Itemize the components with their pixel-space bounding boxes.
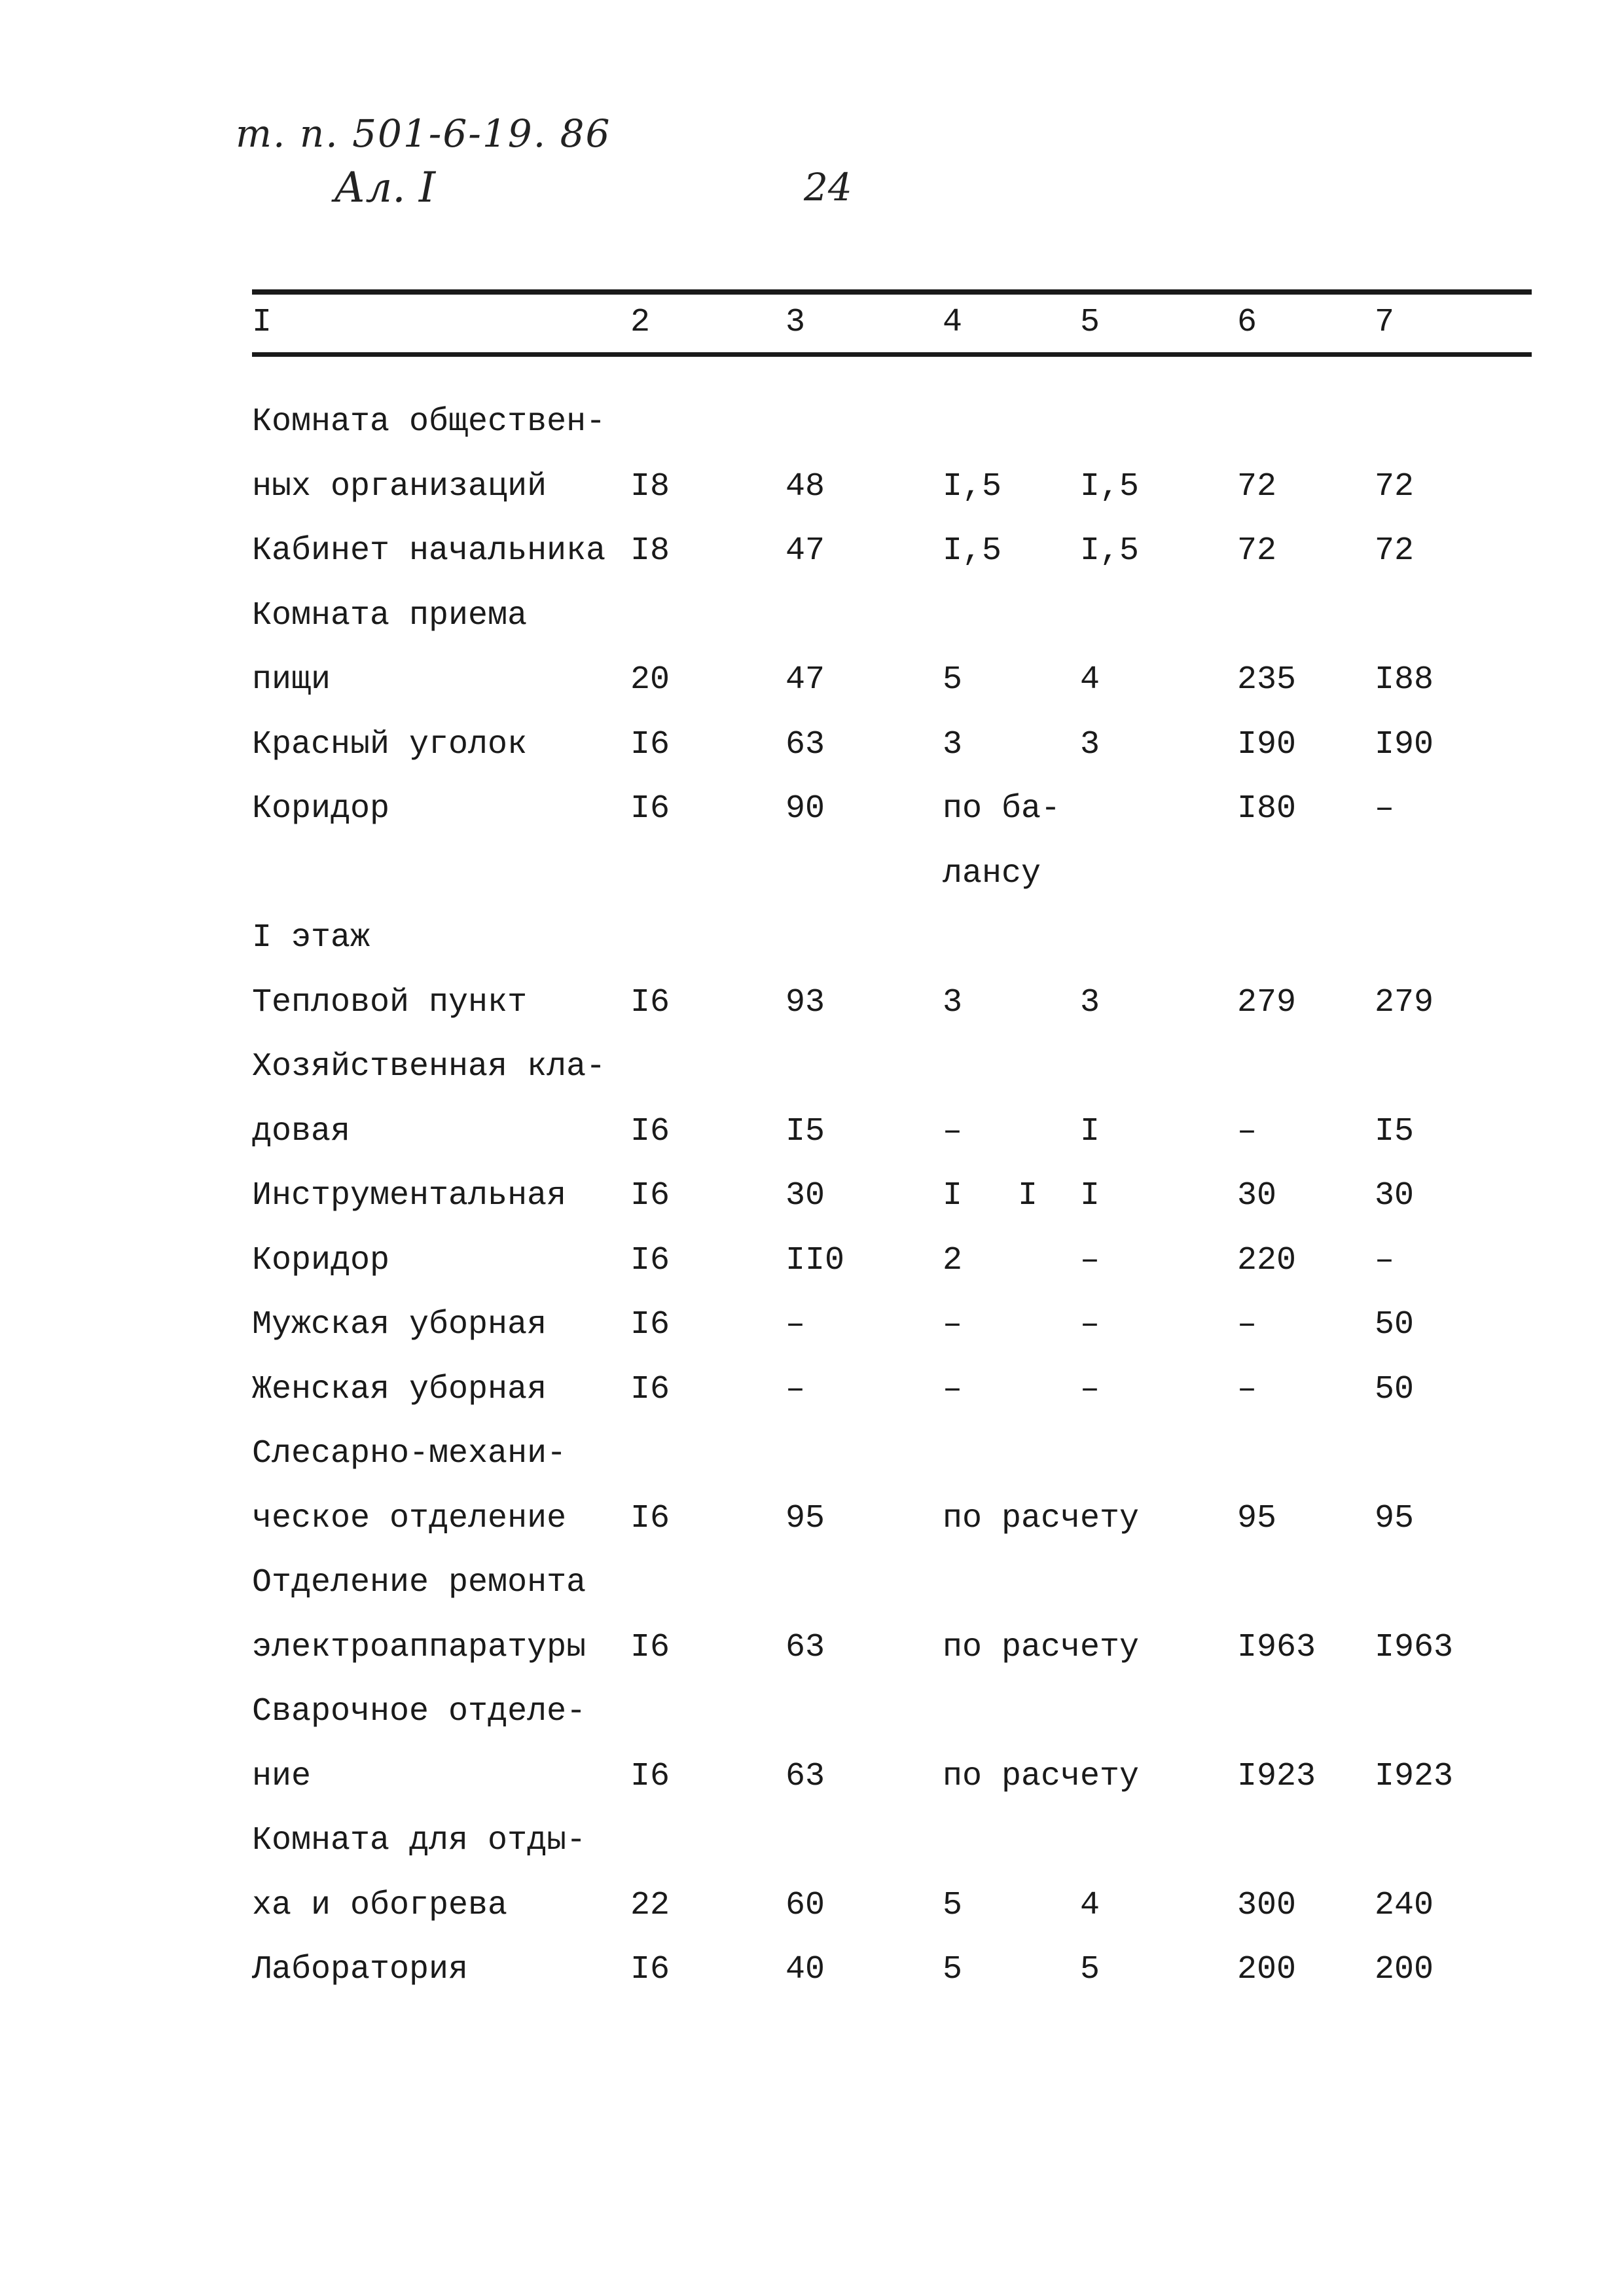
table-cell: I5	[1375, 1113, 1415, 1150]
table-cell: –	[1237, 1371, 1257, 1408]
row-label: электроаппаратуры	[252, 1629, 586, 1666]
table-cell: 20	[630, 661, 670, 699]
table-cell: –	[1080, 1306, 1100, 1343]
table-cell: I	[1018, 1177, 1038, 1214]
table-cell: I6	[630, 1500, 670, 1537]
row-label: Красный уголок	[252, 726, 528, 763]
row-label: Слесарно-механи-	[252, 1435, 567, 1472]
table-row	[252, 657, 1532, 703]
table-cell: 5	[1080, 1951, 1100, 1988]
table-cell: 240	[1375, 1887, 1434, 1924]
row-label: I этаж	[252, 919, 370, 957]
table-cell: 60	[785, 1887, 825, 1924]
table-header-rule	[252, 352, 1532, 357]
table-cell: 63	[785, 1758, 825, 1795]
table-cell: –	[1375, 790, 1395, 828]
row-label: Комната приема	[252, 597, 528, 634]
table-cell: 93	[785, 984, 825, 1021]
table-row	[252, 464, 1532, 510]
table-cell: I6	[630, 1113, 670, 1150]
table-cell: 3	[1080, 726, 1100, 763]
table-row	[252, 593, 1532, 639]
row-label: довая	[252, 1113, 351, 1150]
column-header: 3	[785, 304, 806, 341]
row-label: ческое отделение	[252, 1500, 567, 1537]
table-cell: 5	[943, 1951, 963, 1988]
table-cell: I6	[630, 1629, 670, 1666]
document-code: т. п. 501-6-19. 86	[236, 111, 611, 156]
table-row	[252, 1173, 1532, 1219]
column-header: 5	[1080, 304, 1100, 341]
table-row	[252, 1109, 1532, 1155]
table-cell: I6	[630, 1951, 670, 1988]
table-cell: –	[1237, 1113, 1257, 1150]
column-header: 4	[943, 304, 963, 341]
table-cell: I923	[1237, 1758, 1316, 1795]
table-cell: 47	[785, 532, 825, 570]
table-row	[252, 1818, 1532, 1864]
table-top-rule	[252, 289, 1532, 295]
table-row	[252, 1044, 1532, 1090]
table-cell: 300	[1237, 1887, 1297, 1924]
table-row	[252, 1754, 1532, 1800]
table-cell: –	[943, 1371, 963, 1408]
table-cell: 63	[785, 1629, 825, 1666]
column-header: I	[252, 304, 272, 341]
table-cell: I6	[630, 1371, 670, 1408]
table-cell: 3	[943, 984, 963, 1021]
table-cell: 72	[1237, 468, 1277, 505]
table-cell: I	[943, 1177, 963, 1214]
table-cell: I,5	[943, 532, 1002, 570]
table-row	[252, 1367, 1532, 1413]
table-cell: 30	[785, 1177, 825, 1214]
table-cell: 48	[785, 468, 825, 505]
table-cell: –	[1080, 1371, 1100, 1408]
table-cell: 5	[943, 1887, 963, 1924]
table-row	[252, 1302, 1532, 1348]
column-header: 6	[1237, 304, 1257, 341]
table-cell: I,5	[1080, 468, 1140, 505]
row-label: Отделение ремонта	[252, 1564, 586, 1601]
row-label: ных организаций	[252, 468, 547, 505]
table-cell: –	[1375, 1242, 1395, 1279]
table-cell: I,5	[943, 468, 1002, 505]
table-cell: I8	[630, 532, 670, 570]
table-cell: –	[785, 1306, 806, 1343]
table-cell: I80	[1237, 790, 1297, 828]
table-cell: 200	[1237, 1951, 1297, 1988]
row-label: Коридор	[252, 790, 390, 828]
row-label: пищи	[252, 661, 331, 699]
row-label: Мужская уборная	[252, 1306, 547, 1343]
table-row	[252, 786, 1532, 832]
table-cell: I6	[630, 790, 670, 828]
table-row	[252, 1947, 1532, 1993]
table-cell: II0	[785, 1242, 845, 1279]
table-cell: 22	[630, 1887, 670, 1924]
table-cell: I6	[630, 1177, 670, 1214]
table-cell: I90	[1375, 726, 1434, 763]
page-number: 24	[804, 165, 852, 210]
table-cell: 63	[785, 726, 825, 763]
table-cell: –	[943, 1306, 963, 1343]
table-cell: 235	[1237, 661, 1297, 699]
table-cell: 5	[943, 661, 963, 699]
table-cell: 279	[1375, 984, 1434, 1021]
table-cell: 95	[785, 1500, 825, 1537]
table-cell: 220	[1237, 1242, 1297, 1279]
table-row	[252, 1625, 1532, 1671]
column-header: 2	[630, 304, 651, 341]
table-row	[252, 399, 1532, 445]
table-cell: по расчету	[943, 1500, 1140, 1537]
table-row	[252, 1560, 1532, 1606]
table-cell: I5	[785, 1113, 825, 1150]
row-label: Комната обществен-	[252, 403, 606, 441]
row-label: Комната для отды-	[252, 1822, 586, 1859]
table-row	[252, 528, 1532, 574]
table-cell: 3	[943, 726, 963, 763]
table-cell: 279	[1237, 984, 1297, 1021]
table-cell: I963	[1237, 1629, 1316, 1666]
table-row	[252, 1496, 1532, 1542]
table-cell: лансу	[943, 855, 1041, 892]
table-cell: –	[943, 1113, 963, 1150]
table-row	[252, 1431, 1532, 1477]
row-label: Лаборатория	[252, 1951, 469, 1988]
table-row	[252, 1238, 1532, 1284]
table-cell: 72	[1237, 532, 1277, 570]
table-cell: I	[1080, 1113, 1100, 1150]
table-row	[252, 851, 1532, 897]
table-cell: –	[785, 1371, 806, 1408]
table-cell: I88	[1375, 661, 1434, 699]
table-cell: 30	[1375, 1177, 1415, 1214]
table-cell: I90	[1237, 726, 1297, 763]
table-cell: –	[1080, 1242, 1100, 1279]
column-header: 7	[1375, 304, 1395, 341]
table-cell: 4	[1080, 661, 1100, 699]
table-cell: 50	[1375, 1371, 1415, 1408]
table-cell: по ба-	[943, 790, 1061, 828]
table-cell: 2	[943, 1242, 963, 1279]
table-row	[252, 915, 1532, 961]
row-label: ха и обогрева	[252, 1887, 508, 1924]
table-header-row	[252, 295, 1532, 340]
table-cell: 4	[1080, 1887, 1100, 1924]
table-cell: по расчету	[943, 1758, 1140, 1795]
row-label: Хозяйственная кла-	[252, 1048, 606, 1085]
table-cell: 72	[1375, 532, 1415, 570]
table-row	[252, 722, 1532, 768]
table-cell: I6	[630, 1306, 670, 1343]
table-cell: 50	[1375, 1306, 1415, 1343]
table-cell: I6	[630, 984, 670, 1021]
row-label: Женская уборная	[252, 1371, 547, 1408]
table-cell: 95	[1375, 1500, 1415, 1537]
table-cell: 200	[1375, 1951, 1434, 1988]
table-cell: I,5	[1080, 532, 1140, 570]
table-cell: 47	[785, 661, 825, 699]
table-cell: I923	[1375, 1758, 1454, 1795]
sheet-label: Ал. I	[334, 164, 436, 212]
table-row	[252, 980, 1532, 1026]
table-cell: –	[1237, 1306, 1257, 1343]
table-cell: I963	[1375, 1629, 1454, 1666]
row-label: Инструментальная	[252, 1177, 567, 1214]
row-label: Сварочное отделе-	[252, 1693, 586, 1730]
table-cell: I6	[630, 1758, 670, 1795]
table-cell: I6	[630, 726, 670, 763]
table-cell: I8	[630, 468, 670, 505]
table-cell: 30	[1237, 1177, 1277, 1214]
table-cell: I	[1080, 1177, 1100, 1214]
table-cell: 40	[785, 1951, 825, 1988]
row-label: ние	[252, 1758, 312, 1795]
table-cell: 72	[1375, 468, 1415, 505]
row-label: Тепловой пункт	[252, 984, 528, 1021]
table-row	[252, 1689, 1532, 1735]
table-row	[252, 1883, 1532, 1929]
row-label: Кабинет начальника	[252, 532, 606, 570]
row-label: Коридор	[252, 1242, 390, 1279]
table-cell: 90	[785, 790, 825, 828]
table-cell: 3	[1080, 984, 1100, 1021]
table-cell: 95	[1237, 1500, 1277, 1537]
table-cell: I6	[630, 1242, 670, 1279]
table-cell: по расчету	[943, 1629, 1140, 1666]
